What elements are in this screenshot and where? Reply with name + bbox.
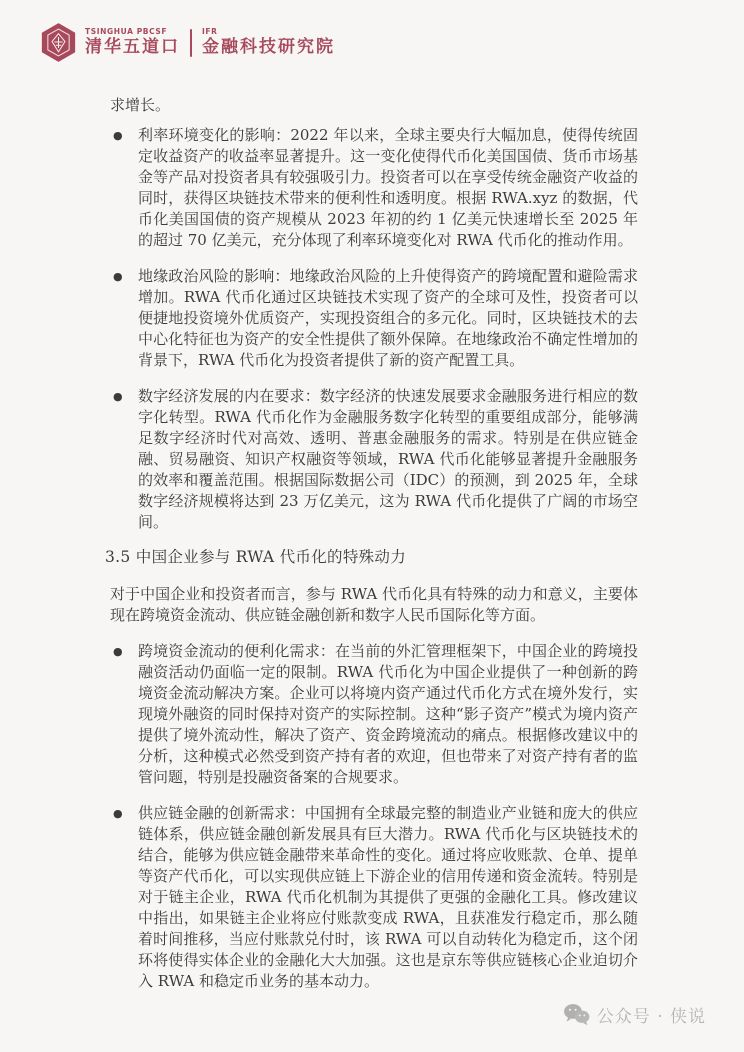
document-body bbox=[105, 95, 638, 992]
bullet-cross-border-capital-flow bbox=[110, 641, 638, 788]
section-intro-paragraph: 对于中国企业和投资者而言，参与 RWA 代币化具有特殊的动力和意义，主要体现在跨境资金流动、供应链金融创新和数字人民币国际化等方面。 bbox=[110, 585, 638, 624]
wechat-icon bbox=[563, 1003, 590, 1027]
bullet-marker-icon: ● bbox=[113, 390, 123, 403]
watermark bbox=[563, 1002, 706, 1027]
brand-header bbox=[40, 22, 335, 63]
bullet-marker-icon: ● bbox=[113, 129, 123, 142]
watermark-label: 公众号 · 侠说 bbox=[596, 1007, 706, 1027]
bullet-text: 跨境资金流动的便利化需求：在当前的外汇管理框架下，中国企业的跨境投融资活动仍面临一定的限制。RWA 代币化为中国企业提供了一种创新的跨境资金流动解决方案。企业可以将境内资产通过代币化方式在境外发行，实现境外融资的同时保持对资产的实际控制。这种“影子资产”模式为境内资产提供了境外流动性，解决了资产、资金跨境流动的痛点。根据修改建议中的分析，这种模式必然受到资产持有者的欢迎，但也带来了对资产持有者的监管问题，特别是投融资备案的合规要求。 bbox=[138, 642, 638, 786]
bullet-list-drivers bbox=[110, 125, 638, 533]
tsinghua-pbcsf-gem-logo-icon bbox=[40, 22, 77, 63]
bullet-marker-icon: ● bbox=[113, 645, 123, 658]
bullet-marker-icon: ● bbox=[113, 270, 123, 283]
bullet-text: 地缘政治风险的影响：地缘政治风险的上升使得资产的跨境配置和避险需求增加。RWA 代币化通过区块链技术实现了资产的全球可及性，投资者可以便捷地投资境外优质资产，实现投资组合的多元化。同时，区块链技术的去中心化特征也为资产的安全性提供了额外保障。在地缘政治不确定性增加的背景下，RWA 代币化为投资者提供了新的资产配置工具。 bbox=[138, 267, 638, 369]
logo-divider bbox=[190, 29, 192, 57]
paragraph-continuation: 求增长。 bbox=[110, 96, 171, 114]
bullet-interest-rate-environment bbox=[110, 125, 638, 251]
brand-org-cn: 清华五道口 bbox=[85, 37, 180, 58]
bullet-text: 利率环境变化的影响：2022 年以来，全球主要央行大幅加息，使得传统固定收益资产的收益率显著提升。这一变化使得代币化美国国债、货币市场基金等产品对投资者具有较强吸引力。投资者可以在享受传统金融资产收益的同时，获得区块链技术带来的便利性和透明度。根据 RWA.xyz 的数据，代币化美国国债的资产规模从 2023 年初的约 1 亿美元快速增长至 2025 年的超过 70 亿美元，充分体现了利率环境变化对 RWA 代币化的推动作用。 bbox=[138, 126, 638, 249]
section-heading-3-5: 3.5 中国企业参与 RWA 代币化的特殊动力 bbox=[105, 548, 407, 566]
brand-dept bbox=[202, 28, 335, 57]
brand-dept-en: IFR bbox=[202, 27, 218, 37]
brand-org-en: TSINGHUA PBCSF bbox=[85, 27, 168, 37]
bullet-text: 数字经济发展的内在要求：数字经济的快速发展要求金融服务进行相应的数字化转型。RWA 代币化作为金融服务数字化转型的重要组成部分，能够满足数字经济时代对高效、透明、普惠金融服务的需求。特别是在供应链金融、贸易融资、知识产权融资等领域，RWA 代币化能够显著提升金融服务的效率和覆盖范围。根据国际数据公司（IDC）的预测，到 2025 年，全球数字经济规模将达到 23 万亿美元，这为 RWA 代币化提供了广阔的市场空间。 bbox=[138, 387, 638, 531]
brand-org bbox=[85, 28, 180, 57]
bullet-digital-economy bbox=[110, 386, 638, 533]
bullet-geopolitical-risk bbox=[110, 266, 638, 371]
bullet-text: 供应链金融的创新需求：中国拥有全球最完整的制造业产业链和庞大的供应链体系，供应链金融创新发展具有巨大潜力。RWA 代币化与区块链技术的结合，能够为供应链金融带来革命性的变化。通过将应收账款、仓单、提单等资产代币化，可以实现供应链上下游企业的信用传递和资金流转。特别是对于链主企业，RWA 代币化机制为其提供了更强的金融化工具。修改建议中指出，如果链主企业将应付账款变成 RWA，且获准发行稳定币，那么随着时间推移，当应付账款兑付时，该 RWA 可以自动转化为稳定币，这个闭环将使得实体企业的金融化大大加强。这也是京东等供应链核心企业迫切介入 RWA 和稳定币业务的基本动力。 bbox=[138, 804, 638, 990]
bullet-list-china-drivers bbox=[110, 641, 638, 992]
bullet-marker-icon: ● bbox=[113, 807, 123, 820]
brand-dept-cn: 金融科技研究院 bbox=[202, 37, 335, 58]
bullet-supply-chain-finance bbox=[110, 803, 638, 992]
